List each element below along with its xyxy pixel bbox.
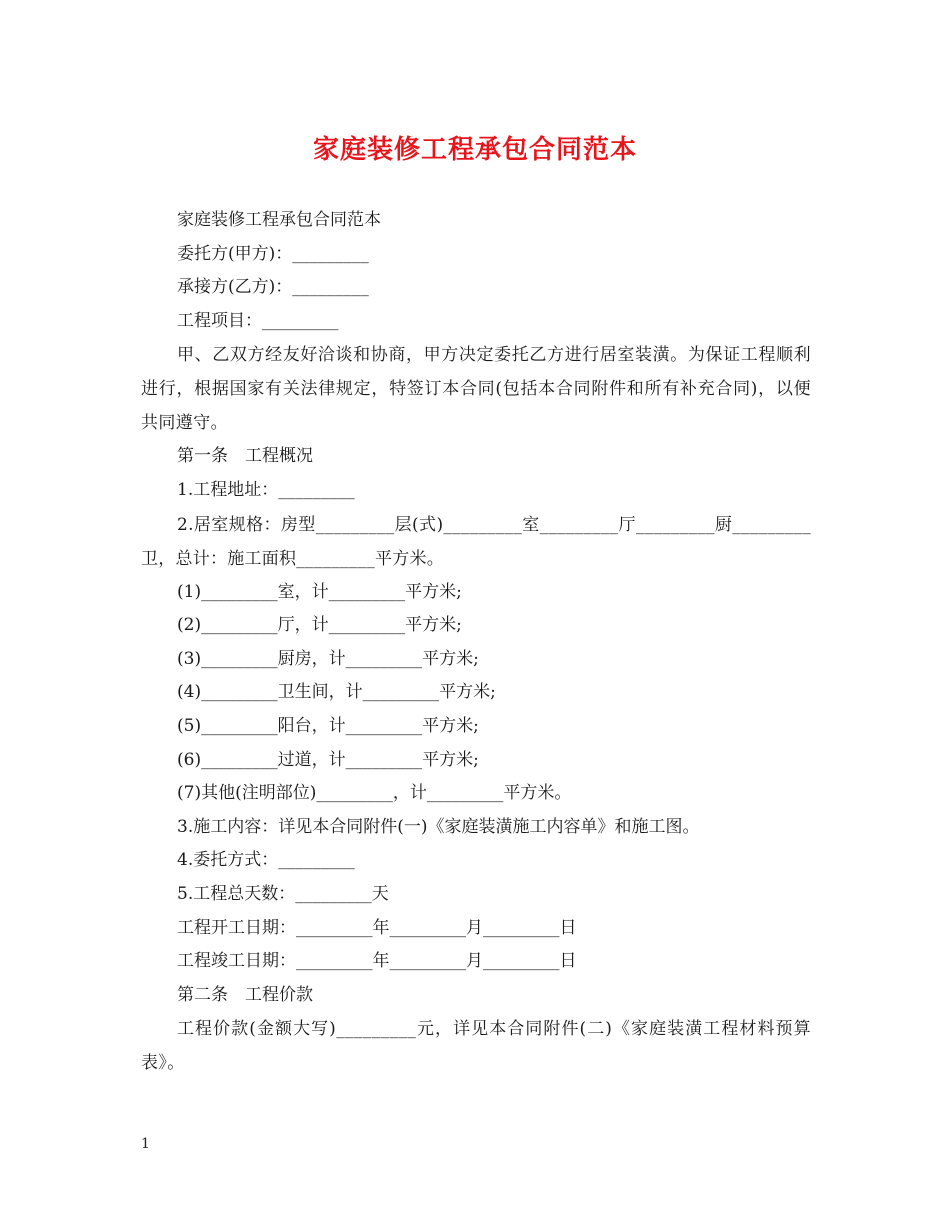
- sub-item-5-line: (5)_________阳台，计_________平方米;: [177, 715, 479, 736]
- item4-method-line: 4.委托方式：_________: [177, 850, 355, 871]
- sub-item-1-line: (1)_________室，计_________平方米;: [177, 581, 462, 602]
- document-body: [141, 204, 811, 1080]
- item5-days-line: 5.工程总天数：_________天: [177, 883, 389, 904]
- intro-paragraph: 甲、乙双方经友好洽谈和协商，甲方决定委托乙方进行居室装潢。为保证工程顺利进行，根据国家有关法律规定，特签订本合同(包括本合同附件和所有补充合同)，以便共同遵守。: [141, 345, 811, 434]
- article1-heading: 第一条 工程概况: [177, 446, 313, 467]
- item3-content-line: 3.施工内容：详见本合同附件(一)《家庭装潢施工内容单》和施工图。: [177, 816, 700, 837]
- price-paragraph: 工程价款(金额大写)_________元，详见本合同附件(二)《家庭装潢工程材料预算表》。: [141, 1019, 811, 1074]
- party-b-line: 承接方(乙方)：_________: [177, 277, 369, 298]
- article2-heading: 第二条 工程价款: [177, 984, 313, 1005]
- sub-item-4-line: (4)_________卫生间，计_________平方米;: [177, 682, 496, 703]
- party-a-line: 委托方(甲方)：_________: [177, 243, 369, 264]
- subtitle-line: 家庭装修工程承包合同范本: [177, 210, 381, 230]
- document-title: 家庭装修工程承包合同范本: [312, 135, 637, 165]
- sub-item-3-line: (3)_________厨房，计_________平方米;: [177, 648, 479, 669]
- end-date-line: 工程竣工日期：_________年_________月_________日: [177, 951, 577, 972]
- project-line: 工程项目：_________: [177, 310, 339, 331]
- item1-address-line: 1.工程地址：_________: [177, 479, 355, 500]
- item2-layout-paragraph: 2.居室规格：房型_________层(式)_________室_________厅_________厨_________卫，总计：施工面积_________平方米。: [141, 514, 811, 569]
- sub-item-2-line: (2)_________厅，计_________平方米;: [177, 615, 462, 636]
- page-number: 1: [141, 1136, 150, 1152]
- sub-item-6-line: (6)_________过道，计_________平方米;: [177, 749, 479, 770]
- sub-item-7-line: (7)其他(注明部位)_________，计_________平方米。: [177, 783, 572, 804]
- start-date-line: 工程开工日期：_________年_________月_________日: [177, 917, 577, 938]
